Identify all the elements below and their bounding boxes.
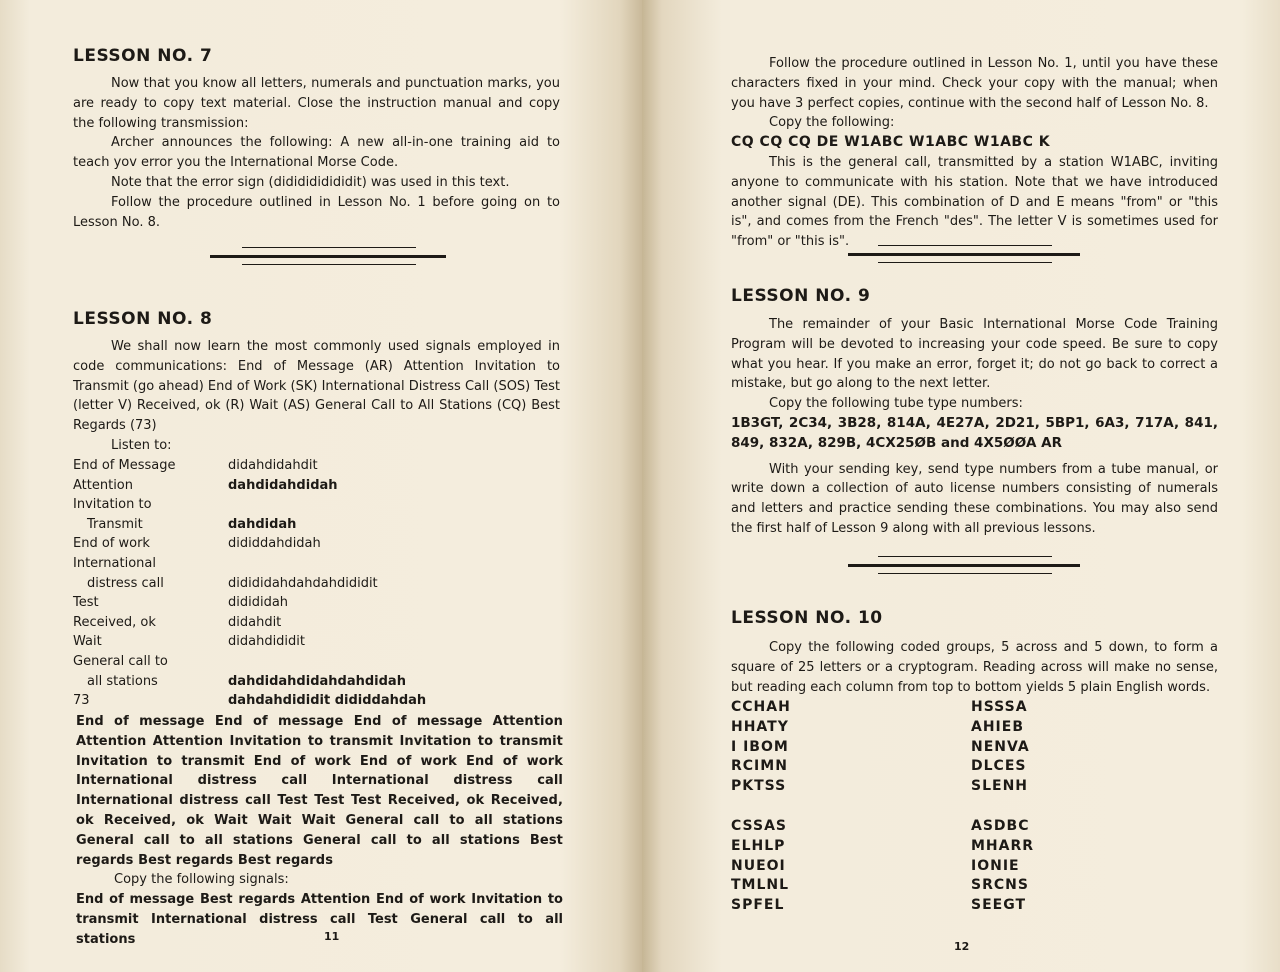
signal-row: [73, 613, 560, 633]
lesson-10: [731, 608, 1218, 628]
signal-label: Attention: [73, 477, 133, 493]
code-group: SLENH: [971, 778, 1029, 795]
code-group: RCIMN: [731, 758, 788, 775]
code-group: PKTSS: [731, 778, 787, 795]
signal-code: didididahdahdahdididit: [228, 575, 378, 591]
code-group: HSSSA: [971, 699, 1028, 715]
signal-code: didahdididit: [228, 634, 306, 650]
lesson-7-paragraph-3: Note that the error sign (dididididididit) was used in this text.: [111, 174, 510, 190]
code-group: DLCES: [971, 758, 1027, 775]
page-number: 11: [324, 930, 340, 943]
lesson-7-paragraph-4: Follow the procedure outlined in Lesson No. 1 before going on to Lesson No. 8.: [73, 194, 560, 230]
signal-label: Wait: [73, 634, 102, 650]
lesson-10-heading: LESSON NO. 10: [731, 608, 883, 628]
signal-label: Transmit: [87, 516, 143, 532]
code-group: ASDBC: [971, 818, 1030, 834]
signal-row: [73, 691, 560, 711]
page-right: [642, 0, 1280, 972]
signal-row: [73, 534, 560, 554]
code-group: IONIE: [971, 857, 1020, 874]
code-group: I IBOM: [731, 738, 789, 755]
lesson-7-paragraph-2: Archer announces the following: A new all-in-one training aid to teach yov error you the International Morse Code.: [73, 135, 560, 171]
signal-code: dahdidahdidah: [228, 477, 338, 493]
copy-signals-label: Copy the following signals:: [114, 872, 289, 888]
tube-type-numbers: 1B3GT, 2C34, 3B28, 814A, 4E27A, 2D21, 5BP1, 6A3, 717A, 841, 849, 832A, 829B, 4CX25ØB and 4X5ØØA AR: [731, 414, 1218, 451]
signal-label: all stations: [87, 673, 158, 689]
lesson-8-body: [73, 337, 560, 456]
drill-block-2: End of message Best regards Attention End of work Invitation to transmit International distress call Test General call to all stations: [76, 892, 563, 947]
signal-row: [73, 554, 560, 574]
lesson-9-paragraph-1: The remainder of your Basic International Morse Code Training Program will be devoted to increasing your code speed. Be sure to copy what you hear. If you make an error, forget it; do not go back to correct a mistake, but go along to the next letter.: [731, 317, 1218, 392]
continued-paragraph-3: This is the general call, transmitted by a station W1ABC, inviting anyone to communicate with his station. Note that we have introduced another signal (DE). This combination of D and E means "from" or "this is", and comes from the French "des". The letter V is sometimes used for "from" or "this is".: [731, 154, 1218, 250]
continued-paragraph-1: Follow the procedure outlined in Lesson No. 1, until you have these characters fixed in your mind. Check your copy with the manual; when you have 3 perfect copies, continue with the second half of Lesson No. 8.: [731, 56, 1218, 111]
general-call-example: CQ CQ CQ DE W1ABC W1ABC W1ABC K: [731, 134, 1051, 151]
signal-code: dahdahdididit dididdahdah: [228, 693, 427, 709]
signal-row: [73, 652, 560, 672]
signal-label: 73: [73, 693, 90, 709]
code-group: MHARR: [971, 837, 1035, 854]
cryptogram-groups-b-right: [971, 817, 1091, 916]
signal-label: End of Message: [73, 458, 176, 473]
code-group: HHATY: [731, 718, 789, 735]
signal-row: [73, 456, 560, 476]
signal-label: Invitation to: [73, 497, 152, 513]
signal-code: didahdit: [228, 614, 282, 630]
signal-row: [73, 672, 560, 692]
code-group: NUEOI: [731, 857, 786, 874]
lesson-10-paragraph-1: Copy the following coded groups, 5 across and 5 down, to form a square of 25 letters or a cryptogram. Reading across will make no sense, but reading each column from top to bottom yields 5 plain English words.: [731, 640, 1218, 695]
signal-label: General call to: [73, 653, 168, 669]
signal-row: [73, 574, 560, 594]
lesson-8: [73, 309, 560, 329]
cryptogram-groups-a-right: [971, 698, 1091, 797]
code-group: NENVA: [971, 738, 1030, 755]
lesson-9-body: [731, 315, 1218, 539]
lesson-7-paragraph-1: Now that you know all letters, numerals and punctuation marks, you are ready to copy text material. Close the instruction manual and copy the following transmission:: [73, 76, 560, 131]
code-group: CSSAS: [731, 818, 787, 834]
signal-code: didididah: [228, 595, 289, 611]
signal-row: [73, 476, 560, 496]
signal-row: [73, 515, 560, 535]
signal-row: [73, 632, 560, 652]
signal-code: dahdidah: [228, 516, 297, 532]
lesson-8-continued: [731, 54, 1218, 252]
lesson-9-heading: LESSON NO. 9: [731, 286, 871, 306]
signal-row: [73, 593, 560, 613]
lesson-9-paragraph-3: With your sending key, send type numbers from a tube manual, or write down a collection of auto license numbers consisting of numerals and letters and practice sending these combinations. You may also send the first half of Lesson 9 along with all previous lessons.: [731, 461, 1218, 536]
signal-label: distress call: [87, 575, 164, 591]
code-group: SEEGT: [971, 897, 1027, 914]
lesson-7: [73, 46, 560, 66]
code-group: SRCNS: [971, 877, 1029, 894]
drill-block-1: End of message End of message End of message Attention Attention Attention Invitation to transmit Invitation to transmit Invitation to transmit End of work End of work End of work International distress call International distress call International distress call Test Test Test Received, ok Received, ok Received, ok Wait Wait Wait General call to all stations General call to all stations General call to all stations Best regards Best regards Best regards: [76, 714, 563, 868]
signal-code: didahdidahdit: [228, 458, 318, 473]
lesson-9: [731, 286, 1218, 306]
copy-tube-label: Copy the following tube type numbers:: [769, 396, 1023, 412]
signal-code: dididdahdidah: [228, 536, 321, 552]
code-group: CCHAH: [731, 699, 791, 715]
code-group: TMLNL: [731, 877, 790, 894]
code-group: SPFEL: [731, 897, 785, 914]
code-group: ELHLP: [731, 837, 786, 854]
signal-label: Test: [73, 595, 99, 611]
lesson-7-body: [73, 74, 560, 232]
copy-following-label: Copy the following:: [769, 115, 895, 131]
code-group: AHIEB: [971, 718, 1024, 735]
signal-label: End of work: [73, 536, 150, 552]
lesson-8-intro: We shall now learn the most commonly used signals employed in code communications: End of Message (AR) Attention Invitation to Transmit (go ahead) End of Work (SK) International Distress Call (SOS) Test (letter V) Received, ok (R) Wait (AS) General Call to All Stations (CQ) Best Regards (73): [73, 339, 560, 434]
lesson-8-drills: [76, 712, 563, 950]
lesson-7-heading: LESSON NO. 7: [73, 46, 213, 66]
signal-label: International: [73, 555, 156, 571]
page-number: 12: [954, 940, 970, 953]
listen-to-label: Listen to:: [111, 437, 172, 453]
lesson-10-body: [731, 638, 1218, 697]
signal-code: dahdidahdidahdahdidah: [228, 673, 406, 689]
signal-table: [73, 456, 560, 711]
signal-row: [73, 495, 560, 515]
lesson-8-heading: LESSON NO. 8: [73, 309, 213, 329]
signal-label: Received, ok: [73, 614, 156, 630]
